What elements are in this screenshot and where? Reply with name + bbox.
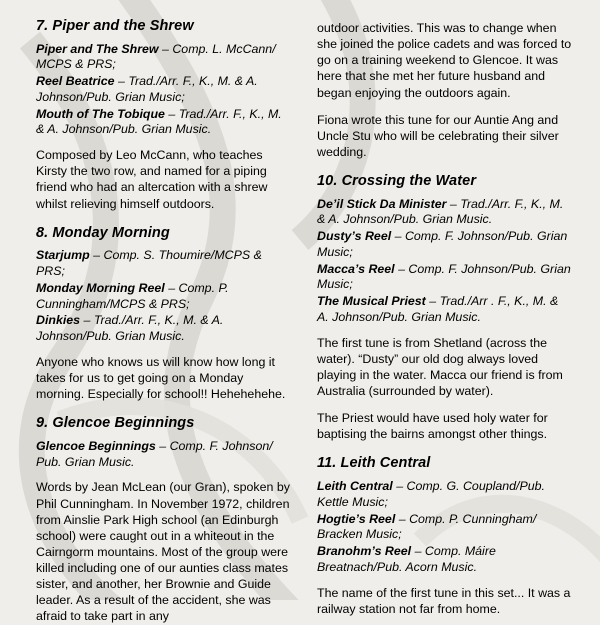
tune-name: Leith Central xyxy=(317,479,393,494)
tune-name: Monday Morning Reel xyxy=(36,280,165,295)
tune-credit-item xyxy=(36,42,291,74)
tune-credit: – Trad./Arr. F., K., M. & A. Johnson/Pub. Grian Music. xyxy=(36,313,224,344)
tune-credit: – Comp. F. Johnson/ Pub. Grian Music. xyxy=(36,438,273,469)
tune-credit-item xyxy=(317,512,572,544)
left-column xyxy=(36,18,291,624)
section-title: 7. Piper and the Shrew xyxy=(36,18,194,34)
tune-credits-list xyxy=(317,197,572,326)
tune-name: The Musical Priest xyxy=(317,294,426,309)
tune-credit-item xyxy=(317,294,572,326)
tune-name: Branohm’s Reel xyxy=(317,544,412,559)
tune-name: Hogtie’s Reel xyxy=(317,511,396,526)
right-column xyxy=(317,18,572,616)
tune-credit: – Comp. Máire Breatnach/Pub. Acorn Music. xyxy=(317,544,496,574)
tune-credit: – Trad./Arr. F., K., M. & A. Johnson/Pub. Grian Music. xyxy=(36,106,282,137)
tune-credit: – Comp. F. Johnson/Pub. Grian Music; xyxy=(317,229,568,259)
tune-credit-item xyxy=(317,229,572,261)
tune-credits-list xyxy=(36,42,291,139)
tune-credits-list xyxy=(36,439,291,471)
tune-credits-list xyxy=(36,248,291,345)
section-paragraph: Anyone who knows us will know how long it takes for us to get going on a Monday morning. Especially for school!! Hehehehehe. xyxy=(36,354,286,402)
section-paragraph: The first tune is from Shetland (across the water). “Dusty” our old dog always loved playing in the water. Macca our friend is from Australia (surrounded by water). xyxy=(317,335,563,399)
section-title: 11. Leith Central xyxy=(317,455,431,472)
section-paragraph: The Priest would have used holy water for baptising the bairns amongst other things. xyxy=(317,411,548,442)
tune-name: Macca’s Reel xyxy=(317,261,395,276)
tune-credit-item xyxy=(317,197,572,229)
tune-name: Dinkies xyxy=(36,313,81,328)
tune-name: Mouth of The Tobique xyxy=(36,106,165,121)
tune-credit: – Comp. F. Johnson/Pub. Grian Music; xyxy=(317,261,571,292)
tune-credit-item xyxy=(36,74,291,106)
tune-credit-item xyxy=(36,107,291,139)
tune-credit-item xyxy=(36,313,291,345)
section-crossing-the-water xyxy=(317,173,572,442)
section-title: 8. Monday Morning xyxy=(36,224,170,241)
tune-credit-item xyxy=(317,262,572,294)
tune-credit-item xyxy=(36,248,291,280)
tune-credit: – Trad./Arr . F., K., M. & A. Johnson/Pub. Grian Music. xyxy=(317,294,559,324)
tune-name: Piper and The Shrew xyxy=(36,41,159,56)
tune-credit: – Comp. S. Thoumire/MCPS & PRS; xyxy=(36,248,262,279)
section-piper-and-the-shrew xyxy=(36,18,291,212)
section-monday-morning xyxy=(36,225,291,403)
tune-credit: – Trad./Arr. F., K., M. & A. Johnson/Pub. Grian Music. xyxy=(317,196,564,227)
section-paragraph: Words by Jean McLean (our Gran), spoken by Phil Cunningham. In November 1972, children from Ainslie Park High school (an Edinburgh school) were caught out in a whiteout in the Cairngorm mountains. Most of the group were killed including one of our aunties class mates sister, and another, her Brownie and Guide leader. As a result of the accident, she was afraid to take part in any xyxy=(36,480,290,624)
section-paragraph: The name of the first tune in this set... It was a railway station not far from home. xyxy=(317,585,571,616)
section-paragraph: Composed by Leo McCann, who teaches Kirsty the two row, and named for a piping friend who had an altercation with a shrew whilst relieving himself outdoors. xyxy=(36,148,268,211)
tune-name: Starjump xyxy=(36,248,90,263)
tune-credits-list xyxy=(317,479,572,576)
tune-credit-item xyxy=(36,281,291,313)
section-paragraph: outdoor activities. This was to change when she joined the police cadets and was forced to go on a training weekend to Glencoe. It was here that she met her future husband and began enjoying the outdoors again. xyxy=(317,21,572,100)
tune-credit-item xyxy=(317,479,572,511)
tune-name: De’il Stick Da Minister xyxy=(317,196,447,211)
tune-credit-item xyxy=(36,439,291,471)
section-leith-central xyxy=(317,455,572,616)
tune-credit: – Comp. G. Coupland/Pub. Kettle Music; xyxy=(317,479,545,509)
tune-name: Glencoe Beginnings xyxy=(36,438,156,453)
tune-credit-item xyxy=(317,544,572,576)
tune-credit: – Trad./Arr. F., K., M. & A. Johnson/Pub. Grian Music; xyxy=(36,74,258,104)
section-glencoe-beginnings-continued xyxy=(317,20,572,160)
tune-credit: – Comp. L. McCann/ MCPS & PRS; xyxy=(36,41,276,72)
section-glencoe-beginnings xyxy=(36,415,291,624)
tune-credit: – Comp. P. Cunningham/MCPS & PRS; xyxy=(36,280,229,311)
section-title: 9. Glencoe Beginnings xyxy=(36,415,195,432)
section-paragraph: Fiona wrote this tune for our Auntie Ang and Uncle Stu who will be celebrating their silver wedding. xyxy=(317,112,559,159)
tune-credit: – Comp. P. Cunningham/ Bracken Music; xyxy=(317,511,537,542)
tune-name: Reel Beatrice xyxy=(36,74,115,89)
section-title: 10. Crossing the Water xyxy=(317,173,477,189)
tune-name: Dusty’s Reel xyxy=(317,229,392,244)
